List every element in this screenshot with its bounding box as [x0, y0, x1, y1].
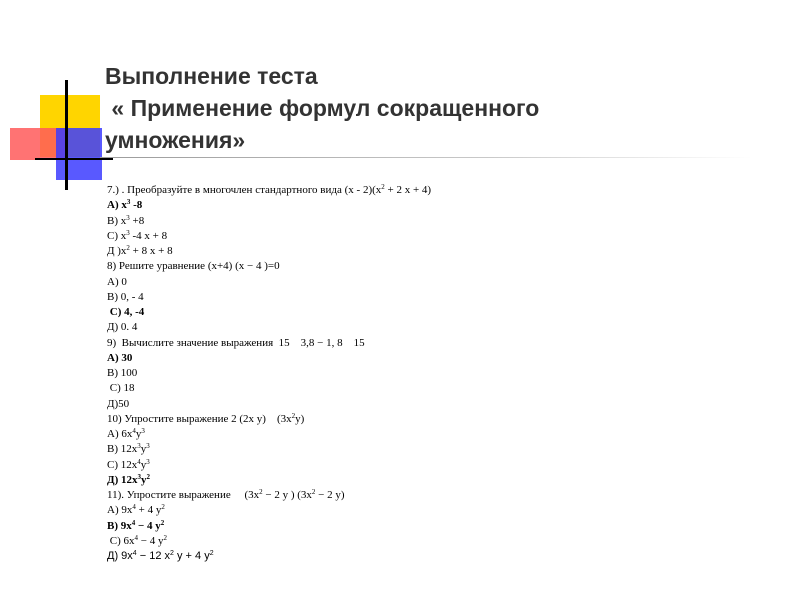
- text-segment: − 2 у ) (3х: [262, 489, 312, 501]
- superscript: 3: [126, 228, 130, 237]
- superscript: 4: [132, 503, 136, 512]
- text-segment: С) 18: [107, 382, 135, 395]
- superscript: 2: [161, 503, 165, 512]
- superscript: 2: [146, 472, 150, 481]
- text-line: [107, 427, 767, 442]
- superscript: 4: [134, 533, 138, 542]
- text-line: [107, 214, 767, 229]
- title-line-2: « Применение формул сокращенного: [105, 95, 540, 121]
- text-segment: С) 12х: [107, 458, 138, 471]
- text-segment: − 2 у): [315, 489, 345, 501]
- text-segment: С) 4, -4: [107, 306, 145, 318]
- text-segment: − 12 х: [136, 550, 171, 562]
- text-line: [107, 549, 767, 564]
- text-line: [107, 198, 767, 213]
- text-line: [107, 534, 767, 549]
- text-segment: В) 0, - 4: [107, 290, 144, 303]
- text-segment: Д)50: [107, 397, 130, 410]
- text-segment: у: [140, 473, 147, 486]
- superscript: 2: [209, 550, 214, 557]
- title-underline: [100, 157, 752, 158]
- text-line: [107, 305, 767, 320]
- decor-horizontal-line: [35, 158, 113, 160]
- superscript: 4: [132, 550, 137, 557]
- text-segment: 10) Упростите выражение 2 (2х у) (3х: [107, 412, 292, 425]
- text-segment: В) 9х: [107, 519, 132, 532]
- text-line: [107, 519, 767, 534]
- text-line: [107, 458, 767, 473]
- text-segment: − 4 у: [138, 534, 164, 547]
- text-line: [107, 503, 767, 518]
- text-segment: С) х: [107, 229, 127, 242]
- text-segment: + 8 х + 8: [129, 245, 173, 257]
- text-segment: + 4 у: [135, 504, 162, 517]
- superscript: 3: [137, 442, 141, 451]
- decor-blue-square: [56, 128, 102, 180]
- text-segment: у: [140, 443, 147, 456]
- text-segment: 8) Решите уравнение (х+4) (х − 4 )=0: [107, 260, 280, 273]
- text-segment: А) 6х: [107, 428, 133, 440]
- text-line: [107, 442, 767, 457]
- superscript: 2: [163, 533, 167, 542]
- superscript: 4: [132, 427, 136, 435]
- text-segment: у: [140, 458, 147, 471]
- superscript: 2: [126, 244, 130, 252]
- text-line: [107, 351, 767, 366]
- text-line: [107, 183, 767, 198]
- text-segment: Д) 12х: [107, 473, 138, 486]
- text-segment: А) х: [107, 199, 127, 212]
- text-segment: Д) 9х: [107, 550, 133, 562]
- text-line: [107, 259, 767, 274]
- title-line-1: Выполнение теста: [105, 63, 318, 89]
- text-line: [107, 381, 767, 396]
- text-line: [107, 244, 767, 259]
- superscript: 2: [170, 550, 174, 557]
- superscript: 2: [259, 488, 263, 496]
- text-segment: -8: [130, 199, 143, 212]
- text-segment: + 2 х + 4): [384, 184, 432, 196]
- text-segment: Д) 0. 4: [107, 321, 138, 334]
- text-line: [107, 412, 767, 427]
- title-line-3: умножения»: [105, 127, 246, 153]
- text-segment: у + 4 у: [173, 550, 210, 562]
- text-line: [107, 229, 767, 244]
- text-segment: А) 0: [107, 275, 127, 288]
- superscript: 3: [126, 213, 130, 222]
- superscript: 3: [137, 472, 141, 481]
- text-segment: 7.) . Преобразуйте в многочлен стандартного вида (х - 2)(х: [107, 184, 382, 196]
- text-segment: В) х: [107, 214, 127, 227]
- superscript: 2: [160, 518, 165, 527]
- text-segment: -4 х + 8: [129, 229, 168, 242]
- decor-vertical-line: [65, 80, 68, 190]
- text-line: [107, 488, 767, 503]
- text-segment: В) 100: [107, 367, 138, 379]
- text-segment: у: [135, 428, 142, 440]
- superscript: 4: [131, 518, 136, 527]
- text-line: [107, 290, 767, 305]
- test-questions: [107, 183, 767, 564]
- text-segment: С) 6х: [107, 534, 135, 547]
- text-line: [107, 320, 767, 335]
- text-segment: Д )х: [107, 245, 127, 257]
- text-segment: +8: [129, 214, 145, 227]
- text-line: [107, 397, 767, 412]
- superscript: 3: [146, 442, 150, 451]
- text-line: [107, 275, 767, 290]
- text-line: [107, 366, 767, 381]
- superscript: 3: [141, 427, 145, 435]
- text-segment: у): [295, 412, 305, 425]
- superscript: 2: [381, 183, 385, 191]
- text-segment: А) 9х: [107, 504, 133, 517]
- slide-title: [105, 60, 765, 156]
- text-line: [107, 336, 767, 351]
- text-segment: А) 30: [107, 351, 133, 364]
- text-line: [107, 473, 767, 488]
- superscript: 4: [137, 457, 141, 466]
- superscript: 3: [126, 198, 131, 207]
- text-segment: В) 12х: [107, 443, 138, 456]
- text-segment: 11). Упростите выражение (3х: [107, 489, 260, 501]
- text-segment: 9) Вычислите значение выражения 15 3,8 − 1, 8 15: [107, 336, 365, 349]
- superscript: 2: [311, 488, 316, 496]
- superscript: 2: [291, 411, 296, 420]
- superscript: 3: [146, 457, 150, 466]
- text-segment: − 4 у: [135, 519, 161, 532]
